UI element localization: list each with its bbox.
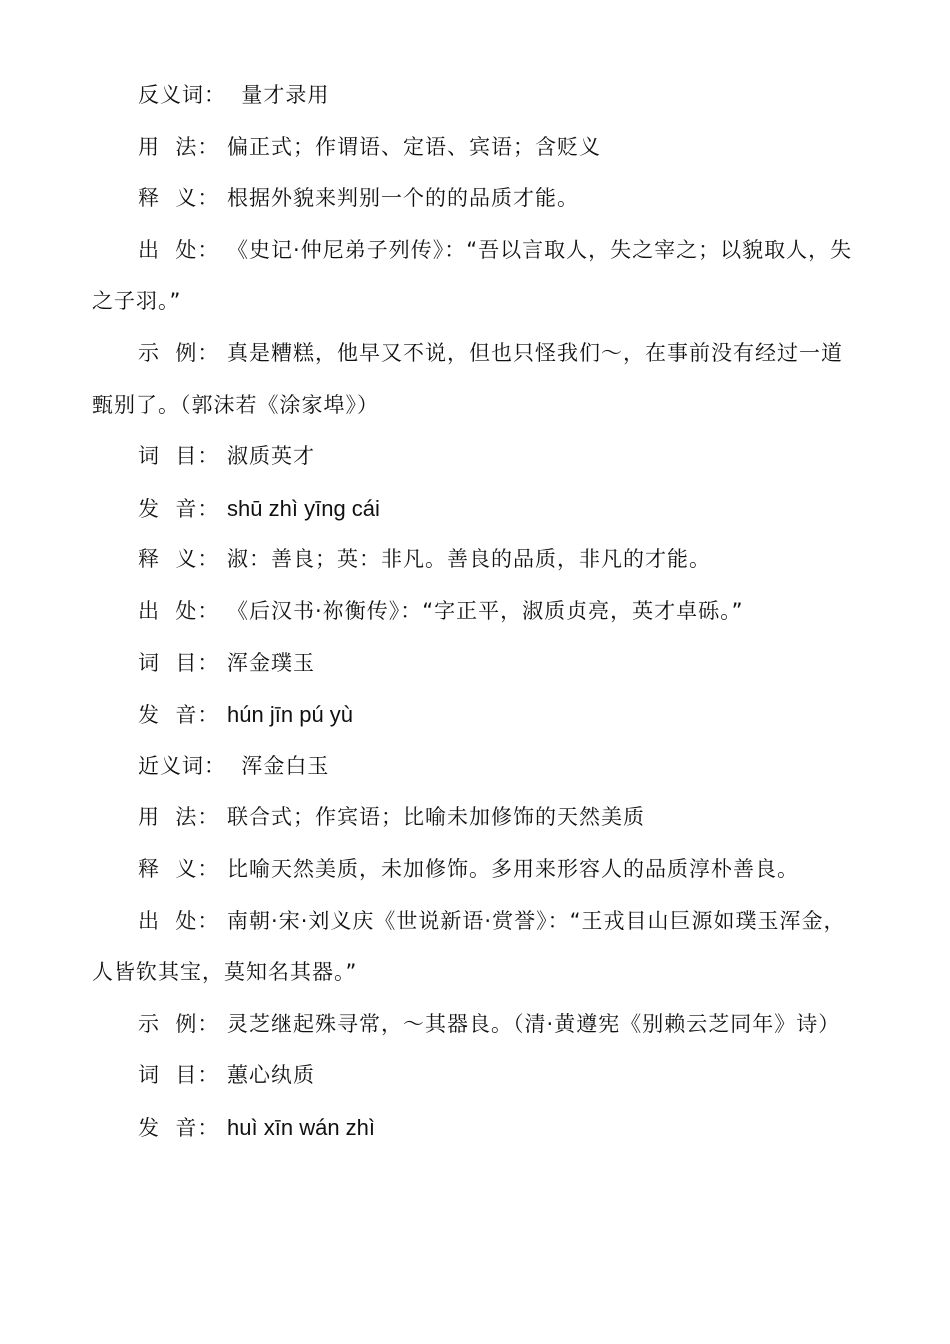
entry-label: 出 处： — [138, 598, 220, 623]
entry-value: 真是糟糕，他早又不说，但也只怪我们～，在事前没有经过一道甄别了。（郭沫若《涂家埠》） — [92, 340, 844, 417]
entry-example — [92, 999, 858, 1051]
entry-value: 浑金璞玉 — [227, 650, 316, 675]
entry-usage — [92, 122, 858, 174]
entry-label: 发 音： — [138, 496, 220, 521]
entry-label: 用 法： — [138, 805, 220, 830]
entry-label: 释 义： — [138, 186, 220, 211]
entry-example — [92, 328, 858, 431]
entry-meaning — [92, 844, 858, 896]
entry-headword — [92, 1050, 858, 1102]
entry-value: 《史记·仲尼弟子列传》：“吾以言取人，失之宰之；以貌取人，失之子羽。” — [92, 237, 853, 314]
entry-label: 用 法： — [138, 134, 220, 159]
entry-source — [92, 896, 858, 999]
document-body — [92, 70, 858, 1153]
entry-label: 出 处： — [138, 908, 220, 933]
entry-value: 浑金白玉 — [241, 753, 330, 778]
entry-value: 南朝·宋·刘义庆《世说新语·赏誉》：“王戎目山巨源如璞玉浑金，人皆钦其宝，莫知名其器。” — [92, 908, 846, 985]
entry-label: 示 例： — [138, 340, 220, 365]
entry-pronunciation — [92, 689, 858, 741]
entry-value: 淑：善良；英：非凡。善良的品质，非凡的才能。 — [227, 547, 712, 572]
entry-label: 发 音： — [138, 703, 220, 728]
entry-value: huì xīn wán zhì — [227, 1114, 376, 1140]
entry-label: 词 目： — [138, 1063, 220, 1088]
entry-value: 灵芝继起殊寻常，～其器良。（清·黄遵宪《别赖云芝同年》诗） — [227, 1011, 841, 1036]
entry-value: hún jīn pú yù — [227, 702, 354, 728]
entry-source — [92, 225, 858, 328]
entry-label: 出 处： — [138, 237, 220, 262]
entry-pronunciation — [92, 483, 858, 535]
entry-label: 发 音： — [138, 1115, 220, 1140]
entry-label: 示 例： — [138, 1011, 220, 1036]
entry-label: 近义词： — [138, 753, 226, 778]
entry-meaning — [92, 173, 858, 225]
entry-value: 蕙心纨质 — [227, 1063, 316, 1088]
entry-value: 淑质英才 — [227, 444, 316, 469]
entry-value: 量才录用 — [241, 83, 330, 107]
entry-value: 根据外貌来判别一个的的品质才能。 — [227, 186, 580, 211]
entry-pronunciation — [92, 1102, 858, 1154]
entry-usage — [92, 792, 858, 844]
entry-value: 比喻天然美质，未加修饰。多用来形容人的品质淳朴善良。 — [227, 856, 800, 881]
entry-value: 《后汉书·祢衡传》：“字正平，淑质贞亮，英才卓砾。” — [227, 598, 744, 623]
entry-label: 词 目： — [138, 650, 220, 675]
entry-label: 反义词： — [138, 83, 226, 107]
entry-meaning — [92, 534, 858, 586]
entry-antonym — [92, 70, 858, 122]
entry-value: shū zhì yīng cái — [227, 495, 380, 521]
entry-label: 释 义： — [138, 856, 220, 881]
entry-headword — [92, 638, 858, 690]
entry-headword — [92, 431, 858, 483]
entry-label: 词 目： — [138, 444, 220, 469]
entry-synonym — [92, 741, 858, 793]
entry-source — [92, 586, 858, 638]
entry-label: 释 义： — [138, 547, 220, 572]
entry-value: 偏正式；作谓语、定语、宾语；含贬义 — [227, 134, 602, 159]
entry-value: 联合式；作宾语；比喻未加修饰的天然美质 — [227, 805, 646, 830]
